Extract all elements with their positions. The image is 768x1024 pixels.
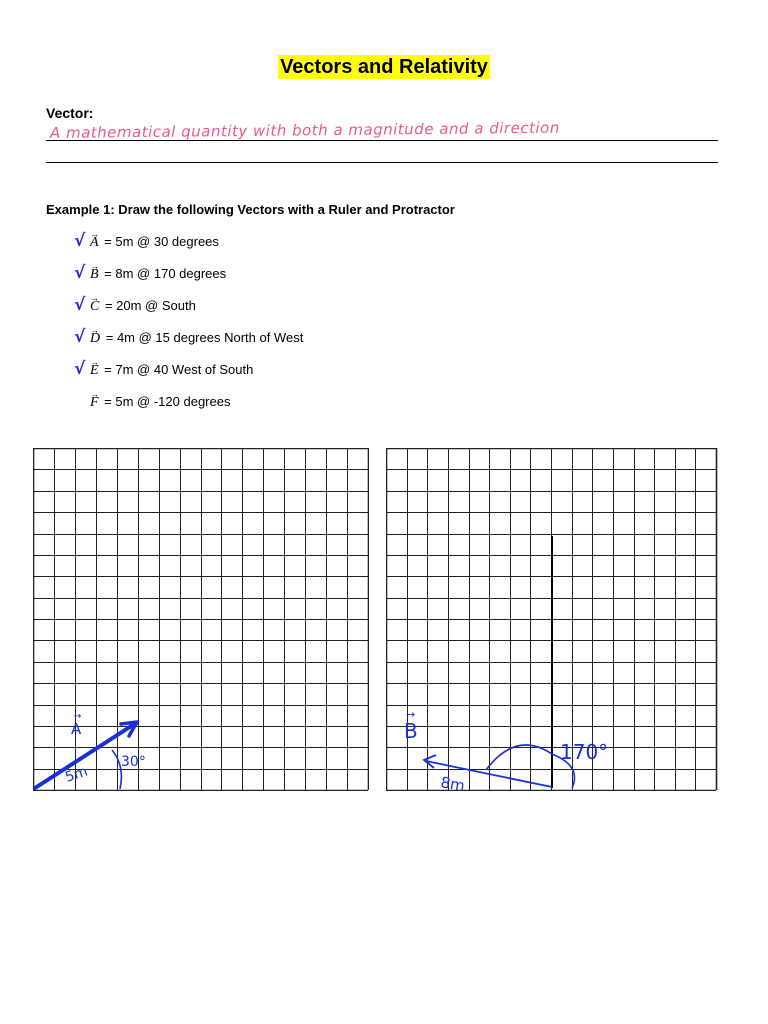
vector-b-angle-arc-inner: [486, 745, 552, 770]
vector-label: Vector:: [46, 105, 94, 121]
vector-name: → C: [88, 296, 101, 318]
title-wrap: [0, 55, 768, 79]
check-mark-icon: √: [74, 359, 86, 379]
vector-definition-handwritten: A mathematical quantity with both a magnitude and a direction: [49, 118, 560, 142]
vector-description: = 7m @ 40 West of South: [100, 362, 254, 377]
vector-item: [74, 230, 303, 262]
vector-b-magnitude-label: 8m: [439, 773, 467, 791]
vector-b-label-arrow: →: [406, 708, 416, 721]
vector-name: → F: [88, 392, 101, 414]
vector-a-angle-label: 30°: [121, 754, 146, 770]
vector-item: [74, 358, 303, 390]
vector-a-magnitude-label: 5m: [63, 763, 90, 786]
page-title: Vectors and Relativity: [280, 56, 488, 78]
vector-b-label: B: [404, 719, 418, 743]
vector-item: [74, 294, 303, 326]
graph-grid-left: [33, 448, 369, 791]
graph-grid-right: [386, 448, 718, 791]
vector-list: [74, 230, 303, 422]
definition-line-2: [46, 144, 718, 163]
check-mark-icon: √: [74, 231, 86, 251]
check-mark-icon: √: [74, 295, 86, 315]
check-mark-icon: [74, 390, 88, 412]
grid-lines: [33, 448, 369, 791]
vector-description: = 5m @ 30 degrees: [100, 234, 219, 249]
vector-item: [74, 262, 303, 294]
vector-description: = 20m @ South: [101, 298, 196, 313]
vector-name: → B: [88, 264, 101, 286]
vector-a-label-arrow: →: [73, 711, 82, 722]
vector-a-drawing: [35, 711, 146, 789]
vector-name: → E: [88, 360, 101, 382]
vector-item: [74, 390, 303, 422]
vector-b-angle-label: 170°: [560, 740, 609, 764]
vector-description: = 5m @ -120 degrees: [100, 394, 231, 409]
check-mark-icon: √: [74, 327, 86, 347]
vector-description: = 8m @ 170 degrees: [100, 266, 227, 281]
vector-description: = 4m @ 15 degrees North of West: [102, 330, 304, 345]
graph-paper-left: [33, 448, 369, 796]
vector-item: [74, 326, 303, 358]
example-heading: Example 1: Draw the following Vectors with a Ruler and Protractor: [46, 202, 455, 217]
graph-paper-right: [386, 448, 718, 796]
vector-name: → A: [88, 232, 101, 254]
vector-name: → D: [88, 328, 102, 350]
check-mark-icon: √: [74, 263, 86, 283]
vector-b-drawing: [404, 708, 608, 791]
vector-a-label: A: [71, 720, 82, 738]
